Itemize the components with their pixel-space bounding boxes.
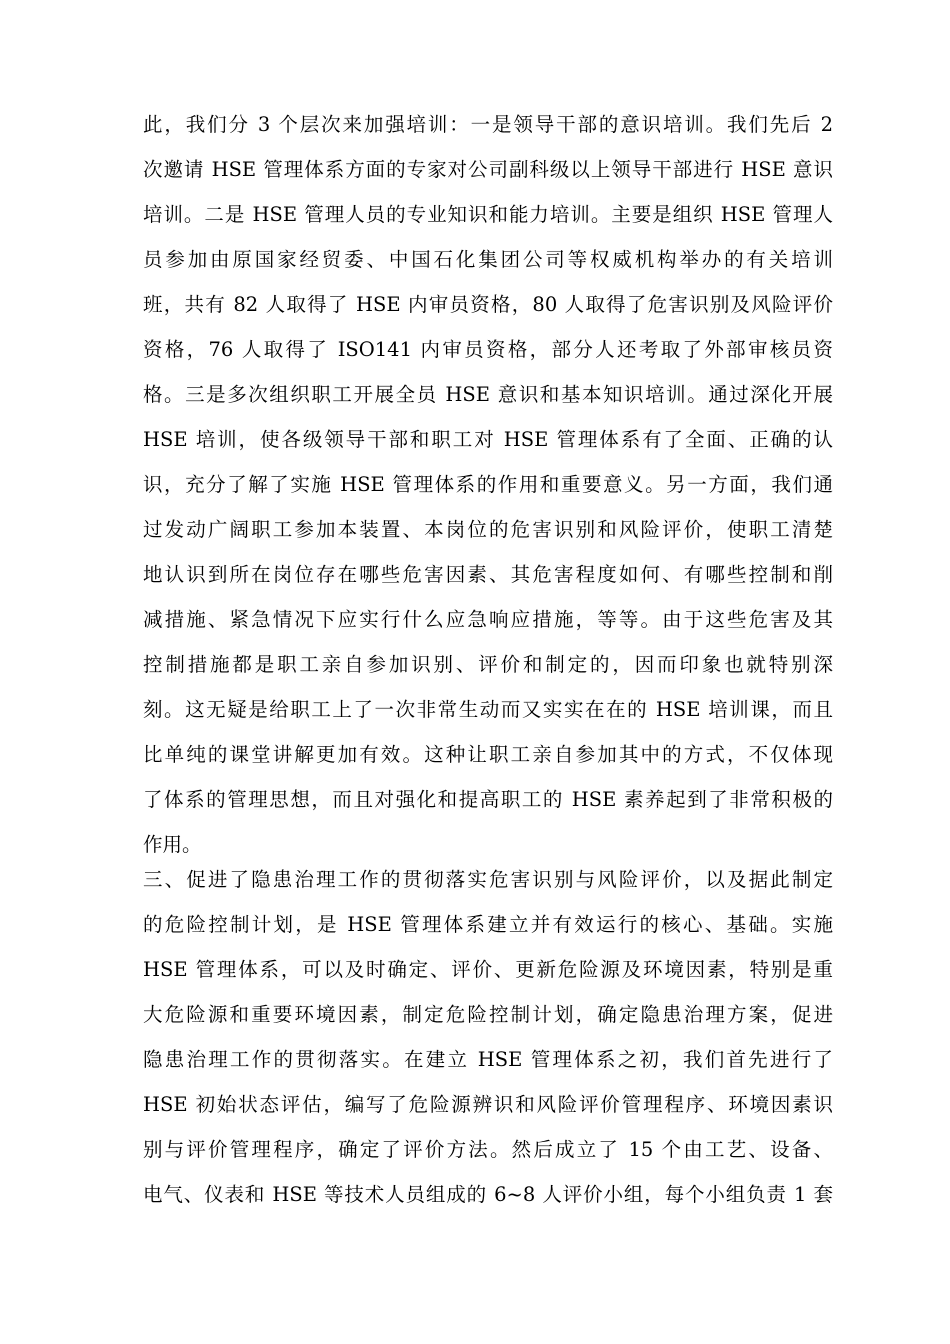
text-line: 大危险源和重要环境因素，制定危险控制计划，确定隐患治理方案，促进 [143, 1003, 833, 1026]
paragraph-training [143, 102, 833, 867]
text-line: 别与评价管理程序，确定了评价方法。然后成立了 15 个由工艺、设备、 [143, 1138, 833, 1161]
text-line: 隐患治理工作的贯彻落实。在建立 HSE 管理体系之初，我们首先进行了 [143, 1048, 833, 1071]
text-line: 班，共有 82 人取得了 HSE 内审员资格，80 人取得了危害识别及风险评价 [143, 293, 833, 316]
text-line: 了体系的管理思想，而且对强化和提高职工的 HSE 素养起到了非常积极的 [143, 788, 833, 811]
text-line: 作用。 [143, 833, 202, 856]
text-line: 培训。二是 HSE 管理人员的专业知识和能力培训。主要是组织 HSE 管理人 [143, 203, 833, 226]
paragraph-hazard-control [143, 857, 833, 1217]
text-line: 三、促进了隐患治理工作的贯彻落实危害识别与风险评价，以及据此制定 [143, 868, 833, 891]
text-line: 电气、仪表和 HSE 等技术人员组成的 6~8 人评价小组，每个小组负责 1 套 [143, 1183, 833, 1206]
text-line: 过发动广阔职工参加本装置、本岗位的危害识别和风险评价，使职工清楚 [143, 518, 833, 541]
text-line: HSE 初始状态评估，编写了危险源辨识和风险评价管理程序、环境因素识 [143, 1093, 833, 1116]
text-line: HSE 管理体系，可以及时确定、评价、更新危险源及环境因素，特别是重 [143, 958, 833, 981]
text-line: 地认识到所在岗位存在哪些危害因素、其危害程度如何、有哪些控制和削 [143, 563, 833, 586]
text-line: 次邀请 HSE 管理体系方面的专家对公司副科级以上领导干部进行 HSE 意识 [143, 158, 833, 181]
text-line: 控制措施都是职工亲自参加识别、评价和制定的，因而印象也就特别深 [143, 653, 833, 676]
text-line: 识，充分了解了实施 HSE 管理体系的作用和重要意义。另一方面，我们通 [143, 473, 833, 496]
text-line: 比单纯的课堂讲解更加有效。这种让职工亲自参加其中的方式，不仅体现 [143, 743, 833, 766]
text-line: 减措施、紧急情况下应实行什么应急响应措施，等等。由于这些危害及其 [143, 608, 833, 631]
text-line: 员参加由原国家经贸委、中国石化集团公司等权威机构举办的有关培训 [143, 248, 833, 271]
text-line: 刻。这无疑是给职工上了一次非常生动而又实实在在的 HSE 培训课，而且 [143, 698, 833, 721]
text-line: HSE 培训，使各级领导干部和职工对 HSE 管理体系有了全面、正确的认 [143, 428, 833, 451]
text-line: 资格，76 人取得了 ISO141 内审员资格，部分人还考取了外部审核员资 [143, 338, 833, 361]
text-line: 格。三是多次组织职工开展全员 HSE 意识和基本知识培训。通过深化开展 [143, 383, 833, 406]
text-line: 此，我们分 3 个层次来加强培训：一是领导干部的意识培训。我们先后 2 [143, 113, 833, 136]
text-line: 的危险控制计划，是 HSE 管理体系建立并有效运行的核心、基础。实施 [143, 913, 833, 936]
